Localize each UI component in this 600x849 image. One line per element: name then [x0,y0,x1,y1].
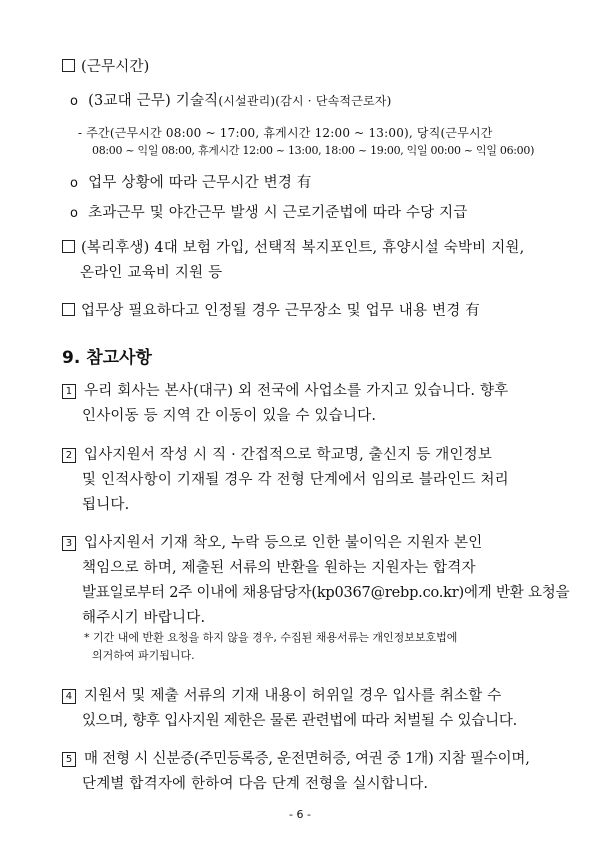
circle-bullet-icon: o [70,176,79,191]
change-note: 업무상 필요하다고 인정될 경우 근무장소 및 업무 내용 변경 有 [62,302,480,320]
number-box-icon: 2 [62,448,76,463]
work-hours-detail-line-1: - 주간(근무시간 08:00 ~ 17:00, 휴게시간 12:00 ~ 13:00), 당직(근무시간 [78,126,493,140]
note-2-line-1: 2 입사지원서 작성 시 직 · 간접적으로 학교명, 출신지 등 개인정보 [62,446,492,464]
note-4-line-1: 4 지원서 및 제출 서류의 기재 내용이 허위일 경우 입사를 취소할 수 [62,687,501,705]
work-hours-detail-line-2: 08:00 ~ 익일 08:00, 휴게시간 12:00 ~ 13:00, 18:00 ~ 19:00, 익일 00:00 ~ 익일 06:00) [92,144,535,157]
note-5-line-1: 5 매 전형 시 신분증(주민등록증, 운전면허증, 여권 중 1개) 지참 필수이며, [62,750,530,768]
work-hours-header: (근무시간) [62,58,150,76]
circle-bullet-icon: o [70,94,79,109]
note-5-line-2: 단계별 합격자에 한하여 다음 단계 전형을 실시합니다. [82,776,429,792]
note-2-line-3: 됩니다. [82,497,130,513]
number-box-icon: 3 [62,536,76,551]
number-box-icon: 5 [62,752,76,767]
work-hours-item-1: o (3교대 근무) 기술직(시설관리)(감시 · 단속적근로자) [70,93,392,109]
note-3-line-1: 3 입사지원서 기재 착오, 누락 등으로 인한 불이익은 지원자 본인 [62,534,482,552]
work-hours-item-3: o 초과근무 및 야간근무 발생 시 근로기준법에 따라 수당 지급 [70,205,468,221]
note-3-line-3: 발표일로부터 2주 이내에 채용담당자(kp0367@rebp.co.kr)에게 반환 요청을 [82,585,570,601]
welfare-line-2: 온라인 교육비 지원 등 [80,265,223,281]
number-box-icon: 1 [62,384,76,399]
page-number: - 6 - [289,808,311,821]
square-box-icon [62,59,75,72]
circle-bullet-icon: o [70,206,79,221]
number-box-icon: 4 [62,689,76,704]
work-hours-item-2: o 업무 상황에 따라 근무시간 변경 有 [70,175,312,191]
sub-note-line-1: * 기간 내에 반환 요청을 하지 않을 경우, 수집된 채용서류는 개인정보보호법에 [84,631,458,644]
note-3-line-4: 해주시기 바랍니다. [82,610,206,626]
note-3-line-2: 책임으로 하며, 제출된 서류의 반환을 원하는 지원자는 합격자 [82,560,476,576]
sub-note-line-2: 의거하여 파기됩니다. [92,649,195,662]
welfare-line-1: (복리후생) 4대 보험 가입, 선택적 복지포인트, 휴양시설 숙박비 지원, [62,239,524,257]
note-2-line-2: 및 인적사항이 기재될 경우 각 전형 단계에서 임의로 블라인드 처리 [82,472,509,488]
note-1-line-1: 1 우리 회사는 본사(대구) 외 전국에 사업소를 가지고 있습니다. 향후 [62,382,508,400]
note-4-line-2: 있으며, 향후 입사지원 제한은 물론 관련법에 따라 처벌될 수 있습니다. [82,713,518,729]
section-heading: 9. 참고사항 [62,348,152,368]
note-1-line-2: 인사이동 등 지역 간 이동이 있을 수 있습니다. [82,408,377,424]
square-box-icon [62,303,75,316]
square-box-icon [62,240,75,253]
